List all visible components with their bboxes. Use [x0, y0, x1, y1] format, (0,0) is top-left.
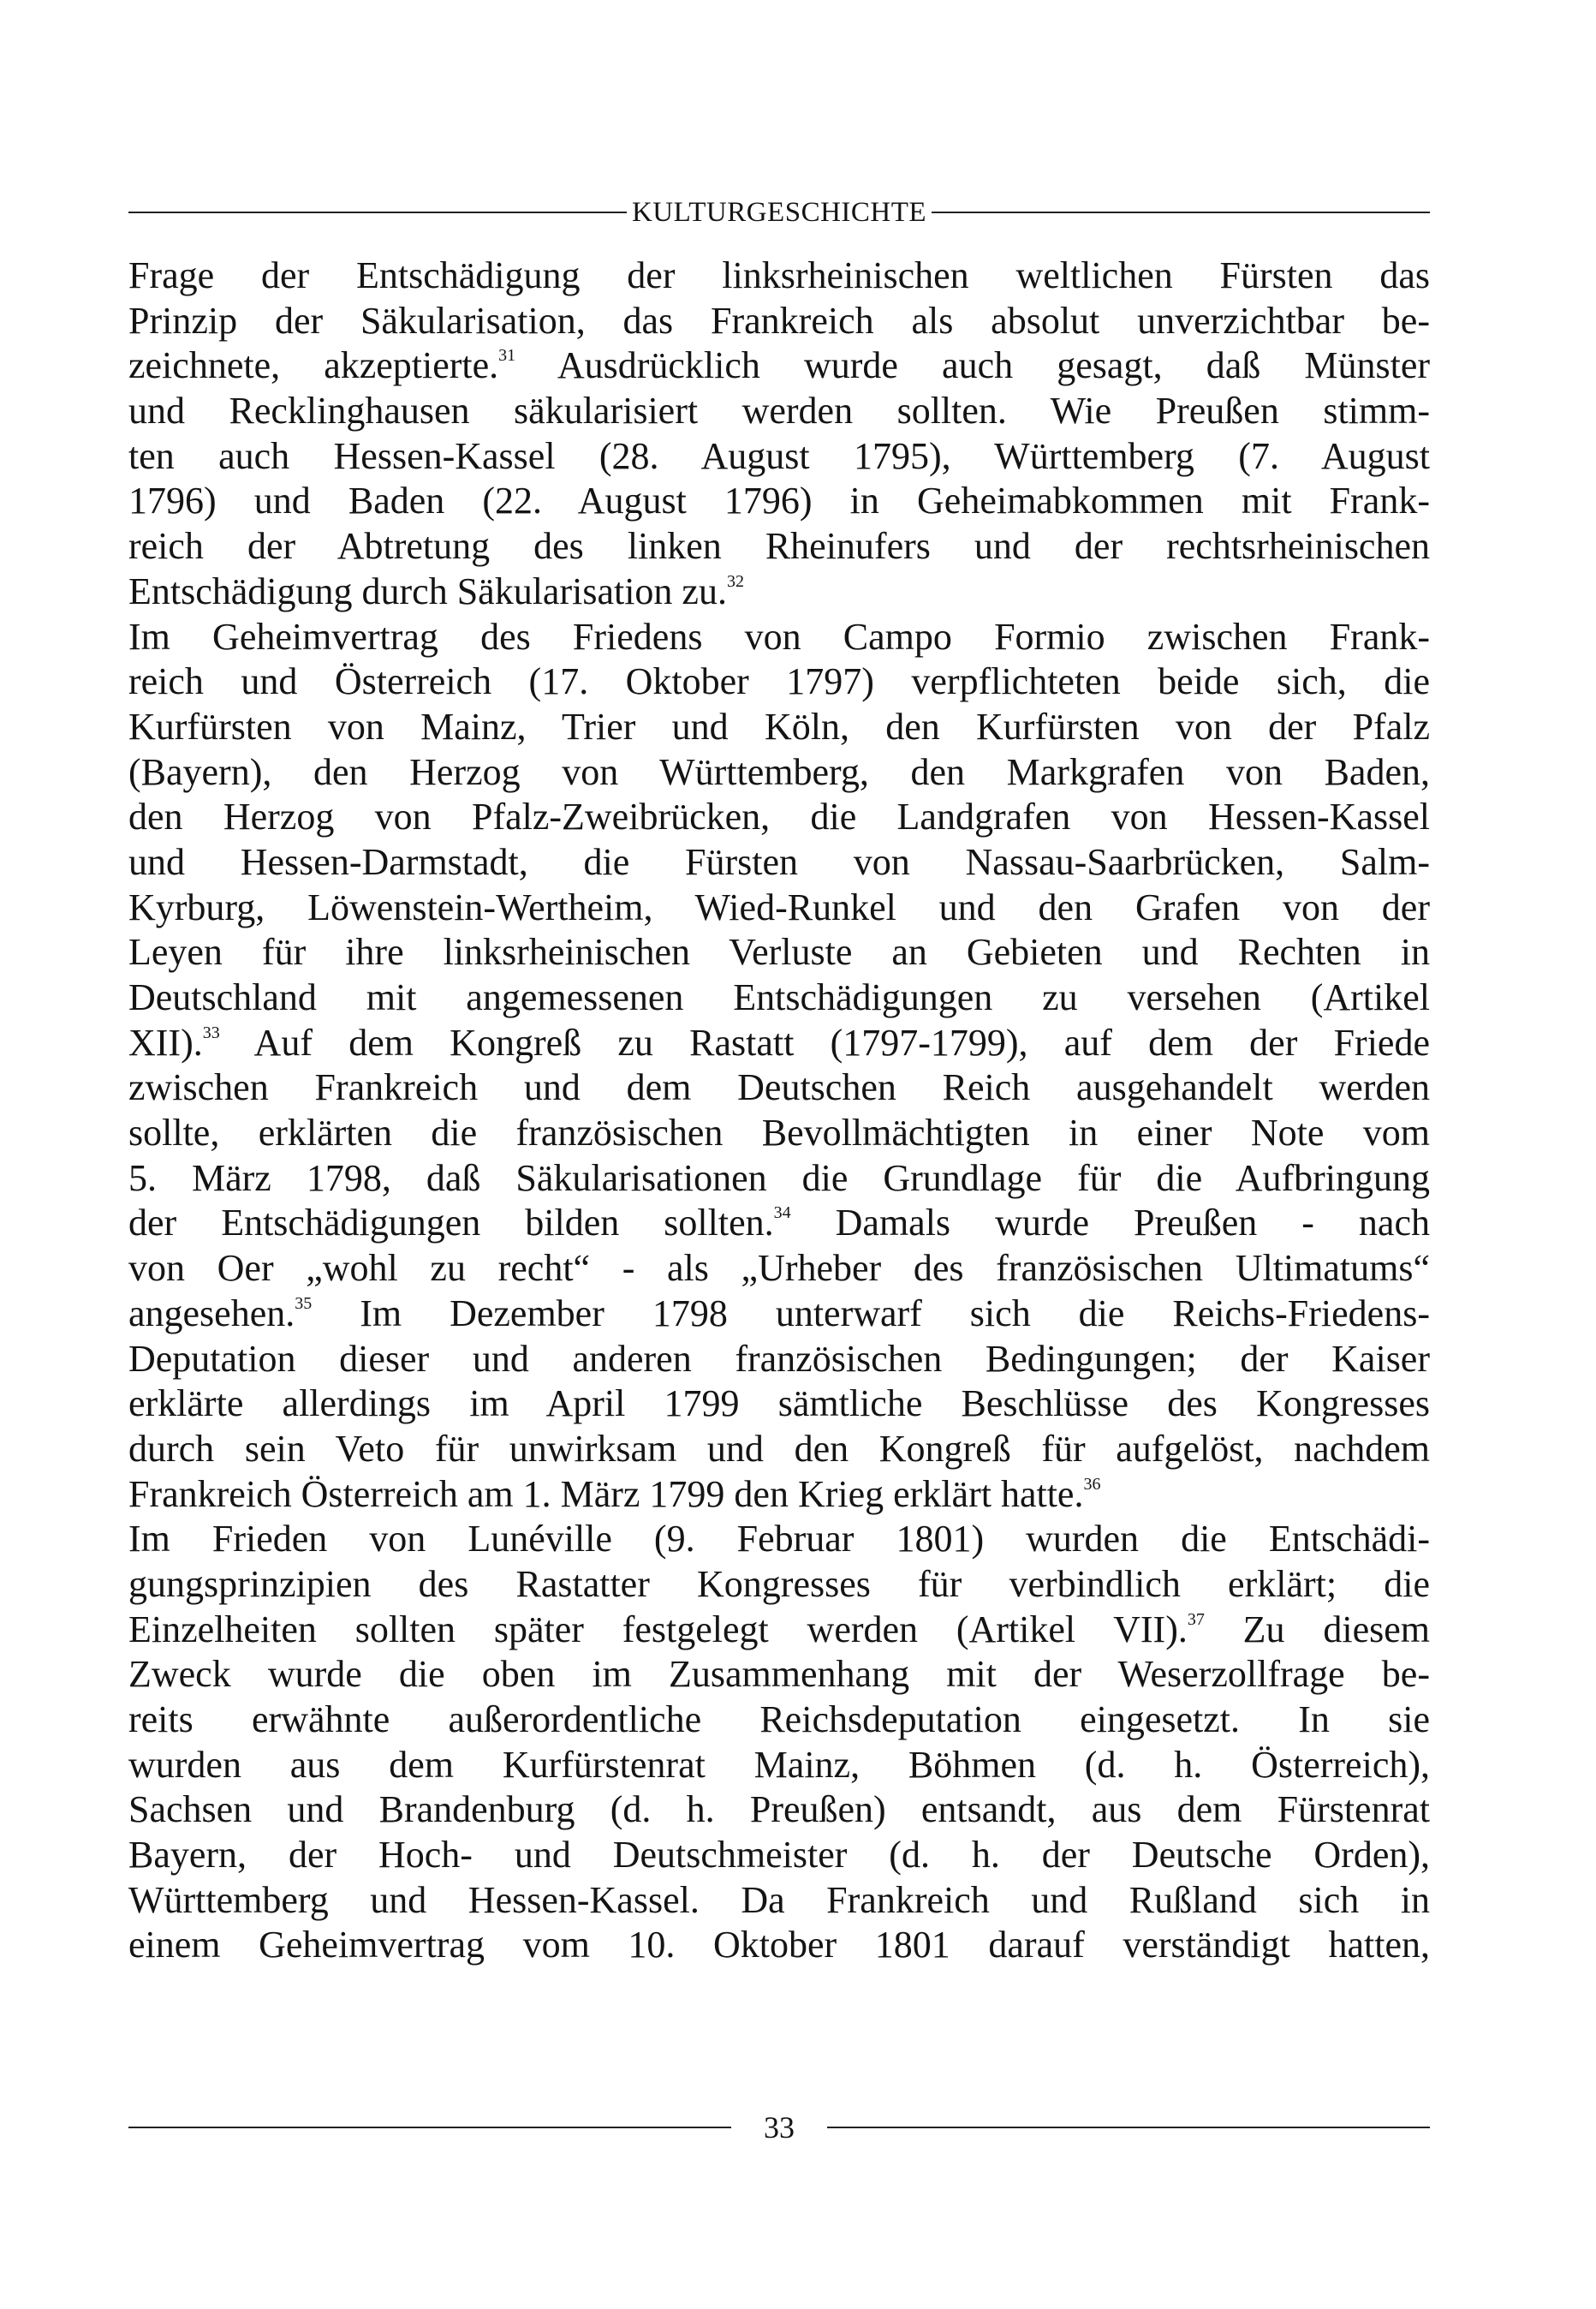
text-line — [128, 1292, 1430, 1337]
line-text: Prinzip der Säkularisation, das Frankreich als absolut unverzichtbar be- — [128, 299, 1430, 342]
text-line — [128, 1337, 1430, 1382]
line-text: Einzelheiten sollten später festgelegt werden (Artikel VII). — [128, 1608, 1188, 1650]
line-text: der Entschädigungen bilden sollten. — [128, 1202, 774, 1244]
line-text: durch sein Veto für unwirksam und den Kongreß für aufgelöst, nachdem — [128, 1427, 1430, 1470]
text-line — [128, 1517, 1430, 1562]
running-head-title: KULTURGESCHICHTE — [631, 197, 927, 228]
line-text: und Recklinghausen säkularisiert werden sollten. Wie Preußen stimm- — [128, 390, 1430, 433]
line-text: zeichnete, akzeptierte. — [128, 344, 499, 387]
page-number: 33 — [764, 2110, 795, 2145]
header-rule-right — [932, 212, 1430, 213]
text-line — [128, 434, 1430, 480]
line-text-continued: Ausdrücklich wurde auch gesagt, daß Münster — [515, 344, 1430, 387]
footnote-marker: 37 — [1187, 1609, 1205, 1629]
line-text: reits erwähnte außerordentliche Reichsdeputation eingesetzt. In sie — [128, 1698, 1430, 1740]
line-text: Kurfürsten von Mainz, Trier und Köln, den Kurfürsten von der Pfalz — [128, 705, 1430, 748]
line-text: 1796) und Baden (22. August 1796) in Geheimabkommen mit Frank- — [128, 480, 1430, 522]
line-text-continued: Im Dezember 1798 unterwarf sich die Reichs-Friedens- — [312, 1292, 1430, 1334]
line-text: erklärte allerdings im April 1799 sämtliche Beschlüsse des Kongresses — [128, 1382, 1430, 1425]
text-line — [128, 930, 1430, 976]
running-head — [128, 194, 1430, 231]
text-line — [128, 389, 1430, 434]
text-line — [128, 886, 1430, 931]
line-text: Im Geheimvertrag des Friedens von Campo Formio zwischen Frank- — [128, 615, 1430, 658]
text-line — [128, 795, 1430, 840]
text-line — [128, 1427, 1430, 1472]
text-line — [128, 750, 1430, 796]
line-text: Kyrburg, Löwenstein-Wertheim, Wied-Runkel und den Grafen von der — [128, 886, 1430, 928]
line-text: XII). — [128, 1021, 203, 1064]
text-line — [128, 1833, 1430, 1878]
text-line — [128, 1697, 1430, 1743]
line-text: Zweck wurde die oben im Zusammenhang mit der Weserzollfrage be- — [128, 1653, 1430, 1696]
line-text-continued: Damals wurde Preußen - nach — [790, 1202, 1430, 1244]
line-text: den Herzog von Pfalz-Zweibrücken, die Landgrafen von Hessen-Kassel — [128, 796, 1430, 838]
text-line — [128, 705, 1430, 750]
line-text: Sachsen und Brandenburg (d. h. Preußen) entsandt, aus dem Fürstenrat — [128, 1788, 1430, 1831]
text-line — [128, 659, 1430, 705]
footnote-marker: 32 — [726, 571, 744, 591]
line-text-continued: Auf dem Kongreß zu Rastatt (1797-1799), auf dem der Friede — [219, 1021, 1430, 1064]
line-text: (Bayern), den Herzog von Württemberg, den Markgrafen von Baden, — [128, 750, 1430, 793]
line-text: sollte, erklärten die französischen Bevollmächtigten in einer Note vom — [128, 1112, 1430, 1154]
footer-rule-right — [827, 2127, 1430, 2128]
header-rule-left — [128, 212, 627, 213]
text-line — [128, 1156, 1430, 1202]
body-text — [128, 254, 1430, 1968]
text-line — [128, 570, 1430, 615]
footnote-marker: 36 — [1083, 1474, 1101, 1494]
footnote-marker: 31 — [498, 346, 516, 366]
text-line — [128, 1111, 1430, 1156]
line-text: Frage der Entschädigung der linksrheinischen weltlichen Fürsten das — [128, 254, 1430, 296]
line-text: reich der Abtretung des linken Rheinufers und der rechtsrheinischen — [128, 525, 1430, 568]
text-line — [128, 1021, 1430, 1066]
text-line — [128, 840, 1430, 886]
line-text: reich und Österreich (17. Oktober 1797) verpflichteten beide sich, die — [128, 660, 1430, 703]
line-text: und Hessen-Darmstadt, die Fürsten von Nassau-Saarbrücken, Salm- — [128, 840, 1430, 883]
line-text: von Oer „wohl zu recht“ - als „Urheber des französischen Ultimatums“ — [128, 1247, 1430, 1290]
text-line — [128, 479, 1430, 524]
line-text: Deputation dieser und anderen französischen Bedingungen; der Kaiser — [128, 1337, 1430, 1380]
text-line — [128, 1787, 1430, 1833]
text-line — [128, 524, 1430, 570]
text-line — [128, 1923, 1430, 1968]
text-line — [128, 976, 1430, 1021]
text-line — [128, 343, 1430, 389]
line-text-continued: Zu diesem — [1204, 1608, 1430, 1650]
text-line — [128, 1608, 1430, 1653]
text-line — [128, 1065, 1430, 1111]
line-text: Bayern, der Hoch- und Deutschmeister (d. h. der Deutsche Orden), — [128, 1834, 1430, 1876]
line-text: Württemberg und Hessen-Kassel. Da Frankreich und Rußland sich in — [128, 1878, 1430, 1921]
line-text: einem Geheimvertrag vom 10. Oktober 1801 darauf verständigt hatten, — [128, 1924, 1430, 1966]
book-page — [128, 0, 1430, 2309]
text-line — [128, 1201, 1430, 1246]
line-text: 5. März 1798, daß Säkularisationen die Grundlage für die Aufbringung — [128, 1156, 1430, 1199]
line-text: ten auch Hessen-Kassel (28. August 1795), Württemberg (7. August — [128, 434, 1430, 477]
text-line — [128, 1246, 1430, 1292]
line-text: Frankreich Österreich am 1. März 1799 den Krieg erklärt hatte. — [128, 1472, 1084, 1515]
line-text: gungsprinzipien des Rastatter Kongresses für verbindlich erklärt; die — [128, 1562, 1430, 1605]
line-text: angesehen. — [128, 1292, 295, 1334]
page-footer — [128, 2107, 1430, 2148]
text-line — [128, 1743, 1430, 1788]
footer-rule-left — [128, 2127, 731, 2128]
text-line — [128, 1472, 1430, 1518]
text-line — [128, 615, 1430, 660]
line-text: wurden aus dem Kurfürstenrat Mainz, Böhmen (d. h. Österreich), — [128, 1743, 1430, 1786]
text-line — [128, 299, 1430, 344]
footnote-marker: 33 — [202, 1023, 220, 1042]
line-text: Entschädigung durch Säkularisation zu. — [128, 570, 727, 612]
text-line — [128, 1381, 1430, 1427]
line-text: Deutschland mit angemessenen Entschädigungen zu versehen (Artikel — [128, 976, 1430, 1018]
text-line — [128, 1878, 1430, 1924]
line-text: zwischen Frankreich und dem Deutschen Reich ausgehandelt werden — [128, 1066, 1430, 1109]
footnote-marker: 35 — [295, 1293, 313, 1313]
text-line — [128, 1652, 1430, 1697]
line-text: Im Frieden von Lunéville (9. Februar 1801) wurden die Entschädi- — [128, 1518, 1430, 1560]
text-line — [128, 1562, 1430, 1608]
text-line — [128, 254, 1430, 299]
footnote-marker: 34 — [773, 1203, 791, 1223]
line-text: Leyen für ihre linksrheinischen Verluste an Gebieten und Rechten in — [128, 931, 1430, 974]
